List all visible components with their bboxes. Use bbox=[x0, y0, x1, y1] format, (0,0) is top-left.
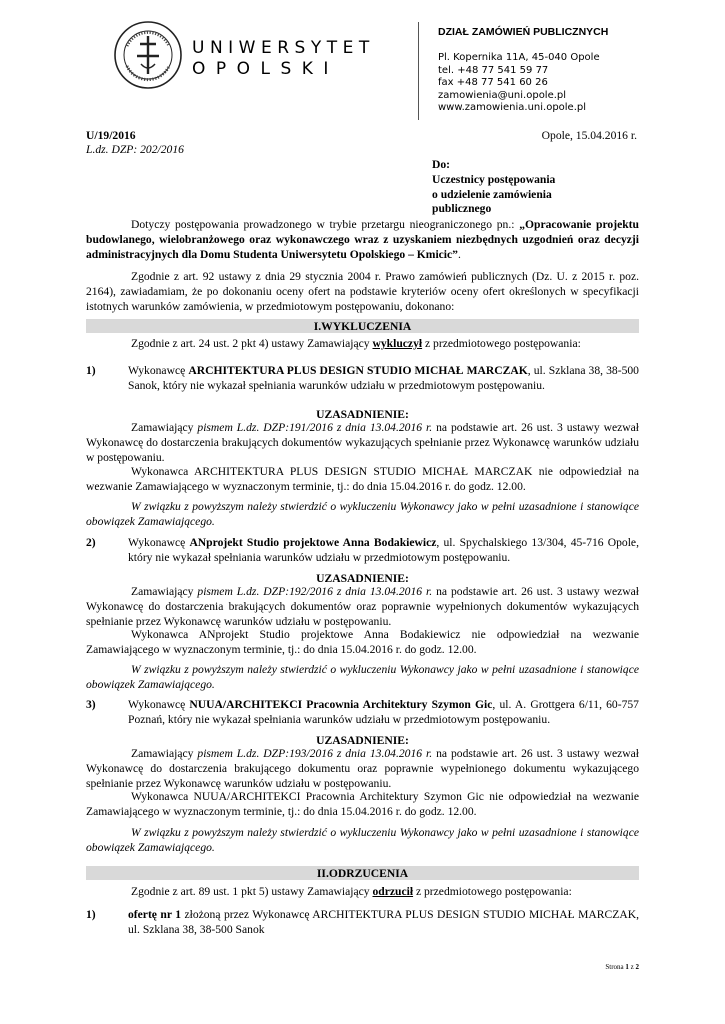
contact-fax: fax +48 77 541 60 26 bbox=[438, 77, 548, 89]
rejection-1-offer: ofertę nr 1 bbox=[128, 908, 182, 921]
exclusion-1-j1-c: na podstawie art. 26 ust. 3 ustawy wezwał Wykonawcę do dostarczenia brakujących dokumentów wykazujących spełnianie przez Wykonawcę warunków udziału w postępowaniu. bbox=[86, 421, 639, 464]
university-name-line1: UNIWERSYTET bbox=[192, 38, 375, 58]
exclusion-1-desc-a: Wykonawcę bbox=[128, 364, 189, 377]
university-name-line2: OPOLSKI bbox=[192, 59, 339, 79]
exclusion-2-description bbox=[128, 536, 639, 566]
intro-subject-end: . bbox=[457, 247, 461, 261]
exclusion-3-j1-letter: pismem L.dz. DZP:193/2016 z dnia 13.04.2016 r. bbox=[197, 747, 433, 760]
exclusion-1-number: 1) bbox=[86, 364, 96, 377]
university-seal-logo bbox=[113, 20, 183, 90]
exclusion-2-j1-a: Zamawiający bbox=[131, 585, 198, 598]
exclusion-1-desc-c: , ul. Szklana 38, 38-500 Sanok, który nie wykazał spełniania warunków udziału w przedmiotowym postępowaniu. bbox=[128, 364, 639, 392]
exclusion-3-number: 3) bbox=[86, 698, 96, 711]
exclusion-2-number: 2) bbox=[86, 536, 96, 549]
contact-phone: tel. +48 77 541 59 77 bbox=[438, 64, 549, 76]
contact-block bbox=[438, 52, 600, 115]
document-ldz: L.dz. DZP: 202/2016 bbox=[86, 143, 184, 156]
section2-lead bbox=[86, 885, 639, 900]
section1-lead-verb: wykluczył bbox=[372, 337, 423, 350]
department-name: DZIAŁ ZAMÓWIEŃ PUBLICZNYCH bbox=[438, 26, 609, 38]
exclusion-3-desc-c: , ul. A. Grottgera 6/11, 60-757 Poznań, który nie wykazał spełniania warunków udziału w przedmiotowym postępowaniu. bbox=[128, 698, 639, 726]
document-reference: U/19/2016 bbox=[86, 129, 136, 142]
footer-of: z bbox=[628, 963, 636, 971]
exclusion-2-j1-c: na podstawie art. 26 ust. 3 ustawy wezwał Wykonawcę do dostarczenia brakujących dokumentów oraz poprawnie wypełnionych dokumentów wykazujących spełnianie przez Wykonawcę warunków udziału w postępowaniu. bbox=[86, 585, 639, 628]
section1-lead-a: Zgodnie z art. 24 ust. 2 pkt 4) ustawy Zamawiający bbox=[131, 337, 373, 350]
exclusion-2-desc-a: Wykonawcę bbox=[128, 536, 190, 549]
intro-subject-title: „Opracowanie projektu budowlanego, wielobranżowego oraz wykonawczego wraz z uzyskaniem niezbędnych uzgodnień oraz decyzji administracyjnych dla Domu Studenta Uniwersytetu Opolskiego – Kmicic” bbox=[86, 218, 639, 261]
section-header-exclusions: I.WYKLUCZENIA bbox=[86, 318, 639, 333]
section2-lead-verb: odrzucił bbox=[372, 885, 414, 898]
exclusion-2-conclusion: W związku z powyższym należy stwierdzić o wykluczeniu Wykonawcy jako w pełni uzasadnione i stanowiące obowiązek Zamawiającego. bbox=[86, 663, 639, 691]
footer-page-number: 1 bbox=[625, 963, 629, 971]
exclusion-3-justification-2: Wykonawca NUUA/ARCHITEKCI Pracownia Architektury Szymon Gic nie odpowiedział na wezwanie Zamawiającego w wyznaczonym terminie, tj.: do dnia 15.04.2016 r. do godz. 12.00. bbox=[86, 790, 639, 818]
contact-website[interactable]: www.zamowienia.uni.opole.pl bbox=[438, 102, 587, 114]
exclusion-2-justification-label: UZASADNIENIE: bbox=[316, 572, 409, 585]
document-date: Opole, 15.04.2016 r. bbox=[541, 129, 637, 142]
exclusion-3-j1-c: na podstawie art. 26 ust. 3 ustawy wezwał Wykonawcę do dostarczenia brakującego dokumentu oraz poprawnie wypełnionego dokumentu wykazującego spełnianie przez Wykonawcę warunków udziału w postępowaniu. bbox=[86, 747, 639, 790]
footer-page-label: Strona bbox=[605, 963, 626, 971]
contact-address: Pl. Kopernika 11A, 45-040 Opole bbox=[438, 52, 600, 63]
exclusion-3-desc-a: Wykonawcę bbox=[128, 698, 190, 711]
exclusion-1-conclusion: W związku z powyższym należy stwierdzić o wykluczeniu Wykonawcy jako w pełni uzasadnione i stanowiące obowiązek Zamawiającego. bbox=[86, 500, 639, 528]
intro-subject-lead: Dotyczy postępowania prowadzonego w trybie przetargu nieograniczonego pn.: bbox=[131, 218, 520, 231]
recipient-line1: Uczestnicy postępowania bbox=[432, 172, 556, 186]
recipient-to: Do: bbox=[432, 158, 451, 171]
recipient-line3: publicznego bbox=[432, 202, 492, 216]
exclusion-3-contractor: NUUA/ARCHITEKCI Pracownia Architektury Szymon Gic bbox=[189, 698, 493, 711]
section2-lead-a: Zgodnie z art. 89 ust. 1 pkt 5) ustawy Zamawiający bbox=[131, 885, 373, 898]
intro-legal: Zgodnie z art. 92 ustawy z dnia 29 stycznia 2004 r. Prawo zamówień publicznych (Dz. U. z 2015 r. poz. 2164), zawiadamiam, że po dokonaniu oceny ofert na podstawie kryteriów oceny ofert określonych w specyfikacji istotnych warunków zamówienia, w przedmiotowym postępowaniu, dokonano: bbox=[86, 270, 639, 313]
section-header-rejections: II.ODRZUCENIA bbox=[86, 865, 639, 880]
exclusion-2-justification-2: Wykonawca ANprojekt Studio projektowe Anna Bodakiewicz nie odpowiedział na wezwanie Zamawiającego w wyznaczonym terminie, tj.: do dnia 15.04.2016 r. do godz. 12.00. bbox=[86, 628, 639, 656]
footer-page-total: 2 bbox=[635, 963, 639, 971]
recipient-line2: o udzielenie zamówienia bbox=[432, 187, 552, 201]
exclusion-3-j1-a: Zamawiający bbox=[131, 747, 198, 760]
exclusion-1-j1-letter: pismem L.dz. DZP:191/2016 z dnia 13.04.2016 r. bbox=[197, 421, 433, 434]
recipient-block bbox=[432, 158, 612, 217]
exclusion-3-justification-label: UZASADNIENIE: bbox=[316, 734, 409, 747]
exclusion-1-justification-label: UZASADNIENIE: bbox=[316, 408, 409, 421]
rejection-1-description bbox=[128, 908, 639, 938]
section1-lead-c: z przedmiotowego postępowania: bbox=[422, 337, 581, 350]
university-name bbox=[192, 38, 375, 80]
header-divider bbox=[418, 22, 419, 120]
section2-lead-c: z przedmiotowego postępowania: bbox=[413, 885, 572, 898]
exclusion-1-justification-1 bbox=[86, 421, 639, 465]
rejection-1-desc: złożoną przez Wykonawcę ARCHITEKTURA PLUS DESIGN STUDIO MICHAŁ MARCZAK, ul. Szklana 38, 38-500 Sanok bbox=[128, 908, 639, 936]
exclusion-1-justification-2: Wykonawca ARCHITEKTURA PLUS DESIGN STUDIO MICHAŁ MARCZAK nie odpowiedział na wezwanie Zamawiającego w wyznaczonym terminie, tj.: do dnia 15.04.2016 r. do godz. 12.00. bbox=[86, 465, 639, 493]
contact-email[interactable]: zamowienia@uni.opole.pl bbox=[438, 89, 567, 101]
section1-lead bbox=[86, 337, 639, 352]
exclusion-2-contractor: ANprojekt Studio projektowe Anna Bodakiewicz bbox=[189, 536, 437, 549]
exclusion-2-j1-letter: pismem L.dz. DZP:192/2016 z dnia 13.04.2016 r. bbox=[197, 585, 433, 598]
intro-subject bbox=[86, 218, 639, 262]
exclusion-1-j1-a: Zamawiający bbox=[131, 421, 198, 434]
exclusion-2-desc-c: , ul. Spychalskiego 13/304, 45-716 Opole, który nie wykazał spełniania warunków udziału w przedmiotowym postępowaniu. bbox=[128, 536, 639, 564]
exclusion-1-description bbox=[128, 364, 639, 394]
page-footer bbox=[605, 960, 639, 975]
rejection-1-number: 1) bbox=[86, 908, 96, 921]
exclusion-3-description bbox=[128, 698, 639, 728]
exclusion-1-contractor: ARCHITEKTURA PLUS DESIGN STUDIO MICHAŁ MARCZAK bbox=[188, 364, 528, 377]
exclusion-3-conclusion: W związku z powyższym należy stwierdzić o wykluczeniu Wykonawcy jako w pełni uzasadnione i stanowiące obowiązek Zamawiającego. bbox=[86, 826, 639, 854]
exclusion-3-justification-1 bbox=[86, 747, 639, 791]
exclusion-2-justification-1 bbox=[86, 585, 639, 629]
